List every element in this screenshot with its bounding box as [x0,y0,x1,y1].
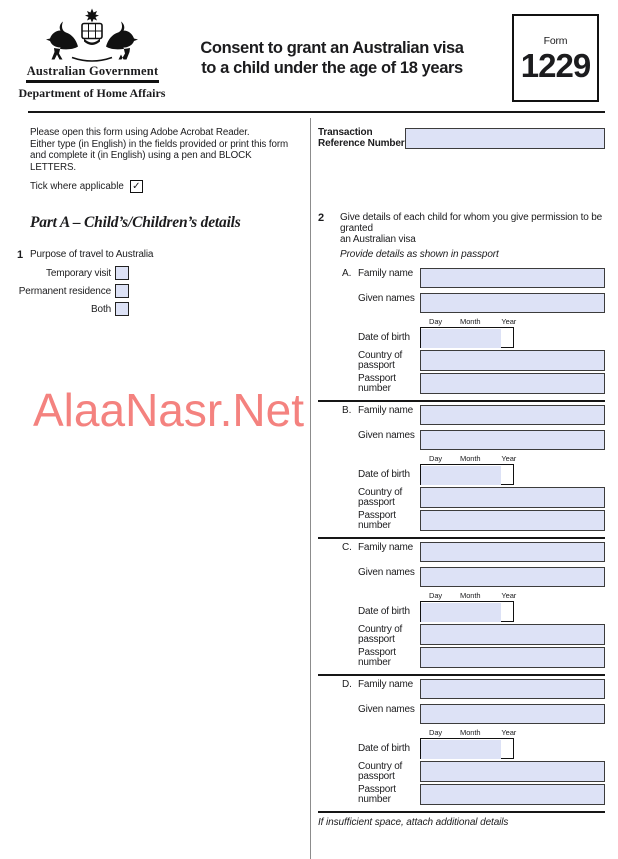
child-letter: D. [342,679,352,690]
passport-label-line1: Passport [358,373,396,384]
option-permanent-residence [17,284,297,298]
country-of-passport-label [358,350,420,371]
left-column [17,125,297,316]
day-label: Day [429,591,443,600]
question-2 [318,212,605,260]
family-name-label: Family name [358,405,414,416]
section-separator [318,400,605,402]
date-of-birth-label: Date of birth [358,469,410,480]
tick-label: Tick where applicable [30,181,124,192]
country-label-line2: passport [358,497,395,508]
form-number-box [512,14,599,102]
dmy-header [420,728,605,737]
passport-label-line2: number [358,794,391,805]
insufficient-space-note: If insufficient space, attach additional details [318,817,509,828]
header-rule [28,111,605,113]
day-label: Day [429,317,443,326]
country-of-passport-label [358,624,420,645]
temporary-visit-checkbox[interactable] [115,266,129,280]
year-label: Year [501,454,517,463]
given-names-label: Given names [358,293,415,304]
transaction-reference-input[interactable] [405,128,605,149]
section-separator [318,674,605,676]
child-block-b [318,405,605,539]
trn-label-line1: Transaction [318,127,373,138]
form-title [178,39,486,78]
question-2-line2: an Australian visa [340,234,416,245]
country-of-passport-input[interactable] [420,761,605,782]
passport-number-label [358,647,420,668]
passport-number-input[interactable] [420,373,605,394]
form-title-line2: to a child under the age of 18 years [201,58,463,77]
family-name-label: Family name [358,268,414,279]
dmy-header [420,591,605,600]
date-of-birth-box [420,464,514,485]
child-letter: A. [342,268,352,279]
family-name-label: Family name [358,542,414,553]
tick-example-checkbox [130,180,143,193]
australian-coat-of-arms-icon [42,6,142,62]
passport-number-label [358,784,420,805]
transaction-reference [318,128,605,149]
given-names-input[interactable] [420,704,605,724]
passport-number-input[interactable] [420,784,605,805]
day-label: Day [429,454,443,463]
family-name-label: Family name [358,679,414,690]
trn-label-line2: Reference Number [318,137,405,149]
form-number: 1229 [520,47,591,84]
option-label: Temporary visit [46,267,111,279]
date-of-birth-label: Date of birth [358,743,410,754]
question-1-options [17,266,297,316]
date-of-birth-input[interactable] [421,466,501,485]
family-name-input[interactable] [420,405,605,425]
date-of-birth-input[interactable] [421,603,501,622]
child-letter: B. [342,405,352,416]
question-1 [17,249,297,261]
passport-number-input[interactable] [420,647,605,668]
gov-name: Australian Government [26,64,159,78]
instructions [30,127,297,173]
month-label: Month [460,454,481,463]
permanent-residence-checkbox[interactable] [115,284,129,298]
passport-label-line2: number [358,383,391,394]
month-label: Month [460,728,481,737]
country-label-line1: Country of [358,350,403,361]
question-2-line1: Give details of each child for whom you give permission to be granted [340,212,603,234]
section-separator [318,537,605,539]
both-checkbox[interactable] [115,302,129,316]
form-word: Form [543,35,568,47]
given-names-input[interactable] [420,567,605,587]
instruction-line1: Please open this form using Adobe Acrobat Reader. [30,127,250,138]
country-of-passport-input[interactable] [420,624,605,645]
month-label: Month [460,591,481,600]
dmy-header [420,454,605,463]
option-label: Permanent residence [18,285,111,297]
country-of-passport-label [358,761,420,782]
transaction-reference-label [318,128,405,149]
given-names-label: Given names [358,430,415,441]
given-names-label: Given names [358,567,415,578]
instruction-line3: and complete it (in English) using a pen and BLOCK LETTERS. [30,150,252,173]
date-of-birth-label: Date of birth [358,606,410,617]
country-label-line1: Country of [358,624,403,635]
passport-number-input[interactable] [420,510,605,531]
question-1-label: Purpose of travel to Australia [30,249,154,260]
option-temporary-visit [17,266,297,280]
country-label-line2: passport [358,771,395,782]
month-label: Month [460,317,481,326]
passport-number-label [358,510,420,531]
date-of-birth-box [420,738,514,759]
date-of-birth-input[interactable] [421,329,501,348]
family-name-input[interactable] [420,542,605,562]
right-column [318,125,605,828]
child-block-a [318,268,605,402]
section-separator [318,811,605,813]
country-label-line1: Country of [358,761,403,772]
country-of-passport-input[interactable] [420,487,605,508]
given-names-input[interactable] [420,430,605,450]
date-of-birth-label: Date of birth [358,332,410,343]
country-of-passport-label [358,487,420,508]
year-label: Year [501,317,517,326]
question-2-number: 2 [318,212,325,224]
instruction-line2: Either type (in English) in the fields provided or print this form [30,138,289,150]
question-2-note: Provide details as shown in passport [340,249,499,260]
given-names-input[interactable] [420,293,605,313]
country-of-passport-input[interactable] [420,350,605,371]
tick-where-applicable [30,180,297,193]
form-title-line1: Consent to grant an Australian visa [200,39,464,57]
child-block-c [318,542,605,676]
check-icon: ✓ [132,180,141,192]
passport-number-label [358,373,420,394]
child-block-d [318,679,605,813]
watermark: AlaaNasr.Net [33,384,305,436]
dmy-header [420,317,605,326]
year-label: Year [501,591,517,600]
passport-label-line1: Passport [358,647,396,658]
option-label: Both [91,303,111,315]
column-divider [310,118,311,859]
country-label-line2: passport [358,360,395,371]
country-label-line1: Country of [358,487,403,498]
question-1-number: 1 [17,249,24,261]
date-of-birth-box [420,327,514,348]
child-letter: C. [342,542,352,553]
passport-label-line1: Passport [358,510,396,521]
gov-department: Department of Home Affairs [18,86,166,100]
gov-divider [26,80,159,83]
option-both [17,302,297,316]
part-a-heading: Part A – Child’s/Children’s details [30,214,241,231]
passport-label-line1: Passport [358,784,396,795]
passport-label-line2: number [358,657,391,668]
family-name-input[interactable] [420,268,605,288]
country-label-line2: passport [358,634,395,645]
date-of-birth-input[interactable] [421,740,501,759]
given-names-label: Given names [358,704,415,715]
date-of-birth-box [420,601,514,622]
year-label: Year [501,728,517,737]
passport-label-line2: number [358,520,391,531]
family-name-input[interactable] [420,679,605,699]
day-label: Day [429,728,443,737]
